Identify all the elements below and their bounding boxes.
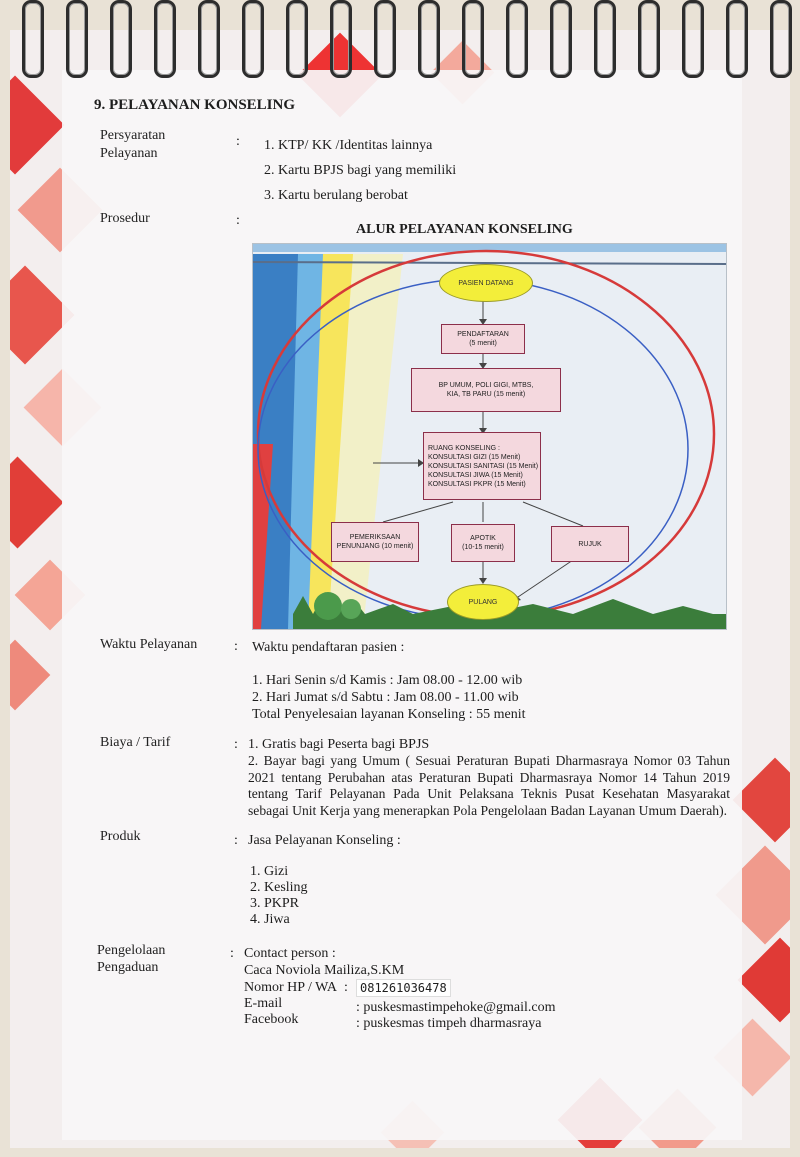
ring [726,0,748,78]
decor-diamond [10,457,63,549]
colon: : [230,946,234,961]
flow-step-registration [441,324,525,354]
produk-item: 3. PKPR [250,896,300,911]
ring [242,0,264,78]
ring [330,0,352,78]
email-value[interactable]: : puskesmastimpehoke@gmail.com [356,1000,556,1015]
ring [110,0,132,78]
flow-step-registration-time: (5 menit) [469,340,497,347]
flow-step-rujuk: RUJUK [551,526,629,562]
flow-step-konseling-line: KONSULTASI PKPR (15 Menit) [428,480,526,488]
biaya-item-1: 1. Gratis bagi Peserta bagi BPJS [248,737,430,752]
ring [154,0,176,78]
flow-step-poli-line1: BP UMUM, POLI GIGI, MTBS, [438,382,534,389]
biaya-label: Biaya / Tarif [100,735,171,750]
requirement-item: 2. Kartu BPJS bagi yang memiliki [264,163,457,178]
flow-step-konseling-line: KONSULTASI SANITASI (15 Menit) [428,462,539,470]
flow-step-poli [411,368,561,412]
produk-item: 4. Jiwa [250,912,290,927]
waktu-schedule-2: 2. Hari Jumat s/d Sabtu : Jam 08.00 - 11.00 wib [252,690,519,705]
decor-diamond [738,938,790,1023]
waktu-intro: Waktu pendaftaran pasien : [252,640,405,655]
decor-diamond [10,76,64,175]
ring [418,0,440,78]
produk-item: 2. Kesling [250,880,308,895]
ring [198,0,220,78]
flow-step-apotik [451,524,515,562]
spiral-binding [0,0,800,80]
ring [682,0,704,78]
persyaratan-label: Persyaratan [100,128,166,143]
phone-number[interactable]: 081261036478 [356,979,451,997]
flow-start: PASIEN DATANG [439,264,533,302]
produk-item: 1. Gizi [250,864,289,879]
email-label: E-mail [244,996,283,1011]
phone-label: Nomor HP / WA [244,980,337,995]
ring [506,0,528,78]
ring [462,0,484,78]
facebook-value[interactable]: : puskesmas timpeh dharmasraya [356,1016,542,1031]
colon: : [236,213,240,228]
flow-step-konseling [423,432,541,500]
flow-step-lab-line1: PEMERIKSAAN [349,534,401,541]
flow-step-konseling-line: KONSULTASI JIWA (15 Menit) [428,471,523,479]
ring [594,0,616,78]
flow-step-apotik-time: (10-15 menit) [462,544,504,551]
flow-step-apotik-label: APOTIK [470,535,496,542]
decor-diamond [10,640,50,711]
facebook-label: Facebook [244,1012,299,1027]
ring [66,0,88,78]
persyaratan-label-2: Pelayanan [100,146,158,161]
colon: : [236,134,240,149]
ring [22,0,44,78]
waktu-label: Waktu Pelayanan [100,637,198,652]
colon: : [234,639,238,654]
flow-step-konseling-line: RUANG KONSELING : [428,444,500,452]
flow-end: PULANG [447,584,519,620]
flow-step-lab [331,522,419,562]
colon: : [234,833,238,848]
waktu-total: Total Penyelesaian layanan Konseling : 55 menit [252,707,526,722]
requirement-item: 1. KTP/ KK /Identitas lainnya [264,138,433,153]
flowchart [252,243,727,630]
pengaduan-label: Pengelolaan [97,943,166,958]
produk-intro: Jasa Pelayanan Konseling : [248,833,401,848]
flow-step-lab-line2: PENUNJANG (10 menit) [336,543,414,550]
ring [286,0,308,78]
prosedur-label: Prosedur [100,211,150,226]
colon: : [344,980,348,995]
pengaduan-label-2: Pengaduan [97,960,159,975]
contact-name: Caca Noviola Mailiza,S.KM [244,963,405,978]
flowchart-heading: ALUR PELAYANAN KONSELING [356,222,573,237]
section-title: 9. PELAYANAN KONSELING [94,97,296,113]
flow-step-konseling-line: KONSULTASI GIZI (15 Menit) [428,453,521,461]
ring [374,0,396,78]
ring [770,0,792,78]
flow-step-registration-label: PENDAFTARAN [457,331,509,338]
ring [638,0,660,78]
ring [550,0,572,78]
colon: : [234,737,238,752]
produk-label: Produk [100,829,141,844]
contact-person-label: Contact person : [244,946,336,961]
flow-step-poli-line2: KIA, TB PARU (15 menit) [446,391,526,398]
requirement-item: 3. Kartu berulang berobat [264,188,408,203]
waktu-schedule-1: 1. Hari Senin s/d Kamis : Jam 08.00 - 12.00 wib [252,673,523,688]
biaya-item-2: 2. Bayar bagi yang Umum ( Sesuai Peraturan Bupati Dharmasraya Nomor 03 Tahun 2021 tentang Perubahan atas Peraturan Bupati Dharmasraya Nomor 14 Tahun 2019 tentang Tarif Pelayanan Pada Unit Pelaksana Teknis Pusat Kesehatan Masyarakat sebagai Unit Kerja yang menerapkan Pola Pengelolaan Badan Layanan Umum Daerah). [248,753,730,818]
